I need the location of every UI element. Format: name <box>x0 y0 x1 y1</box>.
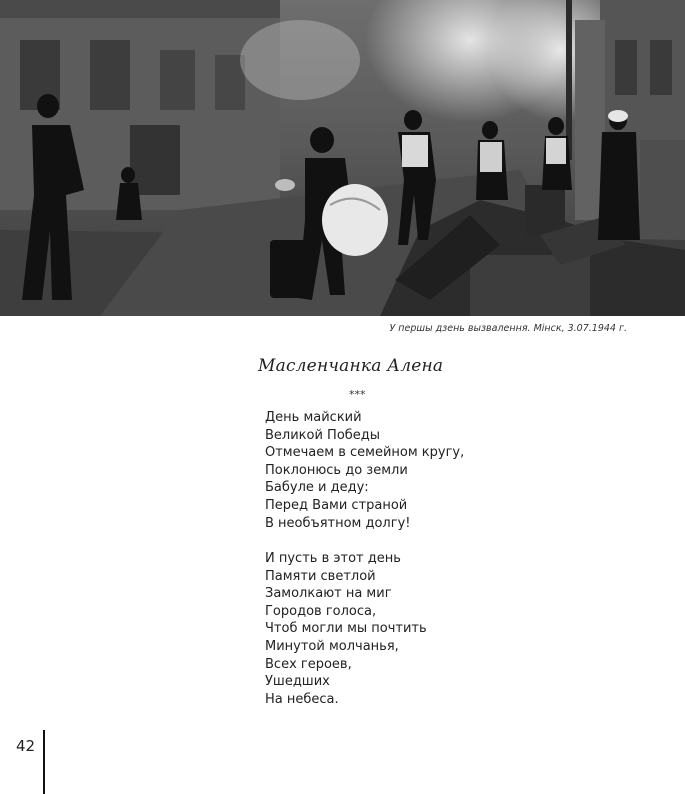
poem-line: Замолкают на миг <box>265 586 392 602</box>
poem-line: Поклонюсь до земли <box>265 462 408 478</box>
poem-line: Городов голоса, <box>265 603 377 619</box>
poem-line: На небеса. <box>265 691 339 707</box>
poem-line: Всех героев, <box>265 656 352 672</box>
page-number-divider <box>43 730 45 794</box>
poem-line: Минутой молчанья, <box>265 638 399 654</box>
page-number: 42 <box>16 737 36 755</box>
poem-line: Ушедших <box>265 674 330 690</box>
poem-line: Перед Вами страной <box>265 497 408 513</box>
photo-caption: У першы дзень вызвалення. Мінск, 3.07.1944 г. <box>389 323 627 334</box>
historical-photo <box>0 0 685 316</box>
poem-separator: *** <box>349 388 366 401</box>
poem-author: Масленчанка Алена <box>258 356 444 376</box>
poem-line: И пусть в этот день <box>265 551 401 566</box>
poem-line: Бабуле и деду: <box>265 480 369 496</box>
poem-stanza-1 <box>265 409 464 532</box>
poem-line: Чтоб могли мы почтить <box>265 621 427 637</box>
poem-line: Великой Победы <box>265 427 381 443</box>
poem-line: В необъятном долгу! <box>265 515 411 531</box>
poem-line: Отмечаем в семейном кругу, <box>265 445 465 461</box>
poem-stanza-2 <box>265 550 427 708</box>
poem-line: Памяти светлой <box>265 568 376 584</box>
poem-line: День майский <box>265 410 362 425</box>
photo-scene <box>0 0 685 316</box>
